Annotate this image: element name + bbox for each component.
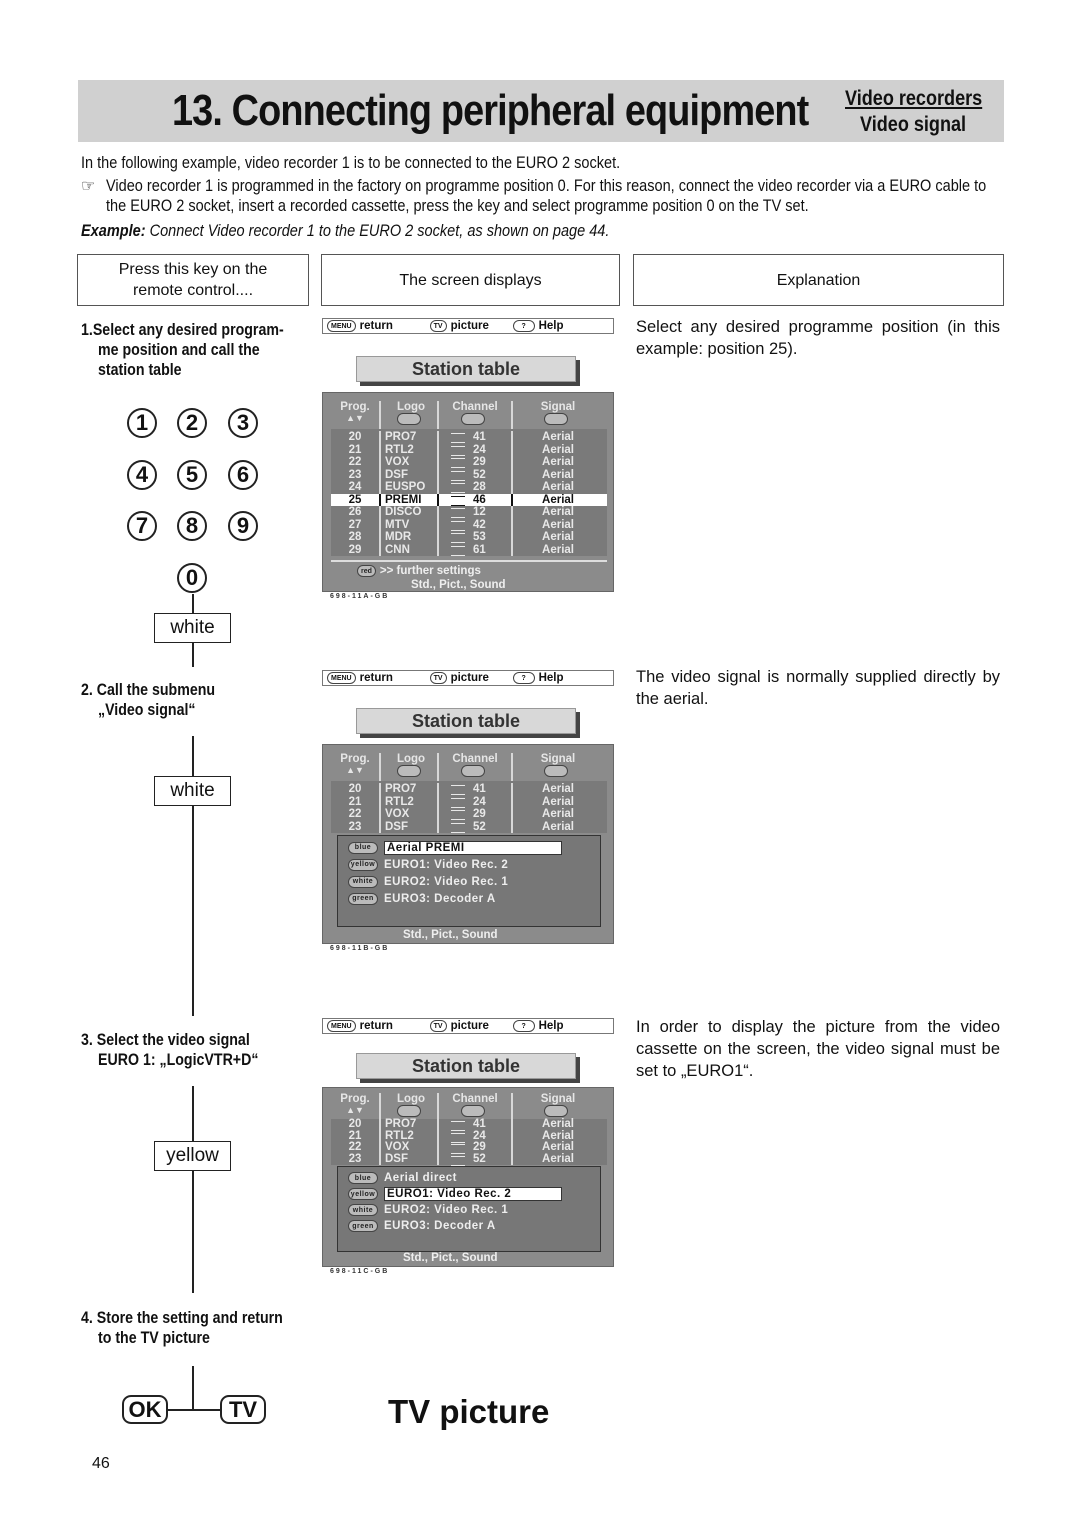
cell-signal: Aerial bbox=[511, 481, 603, 494]
cell-channel-value: 28 bbox=[473, 481, 486, 493]
tv-key-icon: TV bbox=[430, 1020, 447, 1032]
header-logo: Logo bbox=[379, 401, 437, 413]
tv-key-icon: TV bbox=[430, 672, 447, 684]
cell-channel-value: 52 bbox=[473, 1152, 486, 1165]
table-row[interactable] bbox=[331, 544, 607, 557]
option-euro3[interactable] bbox=[338, 1218, 600, 1234]
example-line bbox=[81, 221, 609, 241]
cell-name: DSF bbox=[379, 1154, 437, 1166]
table-body bbox=[331, 1119, 607, 1165]
cell-channel bbox=[437, 544, 511, 557]
picture-label: picture bbox=[450, 320, 489, 332]
std-pict-sound-label: Std., Pict., Sound bbox=[403, 1252, 498, 1264]
table-row[interactable] bbox=[331, 444, 607, 457]
cell-name: DSF bbox=[379, 821, 437, 834]
signal-icon bbox=[511, 765, 603, 781]
connector-line bbox=[192, 594, 194, 613]
cell-name: RTL2 bbox=[379, 796, 437, 809]
header-signal: Signal bbox=[511, 401, 603, 413]
cell-channel bbox=[437, 808, 511, 821]
step-1-line-3: station table bbox=[98, 361, 182, 379]
cell-name: EUSPO bbox=[379, 481, 437, 494]
table-body bbox=[331, 429, 607, 556]
table-row[interactable] bbox=[331, 481, 607, 494]
green-key-icon: green bbox=[348, 1220, 378, 1232]
antenna-icon bbox=[451, 533, 465, 543]
page-title: 13. Connecting peripheral equipment bbox=[172, 86, 809, 135]
cell-signal: Aerial bbox=[511, 506, 603, 519]
cell-channel-value: 29 bbox=[473, 456, 486, 468]
screen-code: 698-11B-GB bbox=[330, 945, 390, 952]
updown-icon: ▲▼ bbox=[346, 413, 364, 423]
screen-code: 698-11A-GB bbox=[330, 593, 390, 600]
cell-channel bbox=[437, 431, 511, 444]
green-key-icon: green bbox=[348, 893, 378, 905]
cell-name: MDR bbox=[379, 531, 437, 544]
station-table-title: Station table bbox=[356, 708, 576, 734]
tv-screen-2 bbox=[322, 670, 614, 952]
antenna-icon bbox=[451, 785, 465, 795]
cell-signal: Aerial bbox=[511, 431, 603, 444]
screen-topbar bbox=[322, 318, 614, 334]
cell-channel-value: 53 bbox=[473, 531, 486, 543]
header-prog: Prog. bbox=[340, 753, 370, 765]
example-label: Example: bbox=[81, 222, 146, 240]
column-header-explanation-label: Explanation bbox=[776, 271, 861, 289]
cell-channel bbox=[437, 456, 511, 469]
step-3-line-2: EURO 1: „LogicVTR+D“ bbox=[98, 1051, 259, 1069]
menu-key-icon: MENU bbox=[327, 1020, 356, 1032]
cell-prog: 27 bbox=[348, 518, 362, 531]
step-2-line-1: 2. Call the submenu bbox=[81, 681, 216, 699]
tv-picture-label: TV picture bbox=[388, 1393, 550, 1430]
header-signal: Signal bbox=[511, 1093, 603, 1105]
signal-icon bbox=[511, 413, 603, 429]
connector-line bbox=[192, 736, 194, 776]
help-label: Help bbox=[538, 672, 564, 684]
table-header-icons bbox=[331, 1105, 607, 1119]
cell-channel-value: 41 bbox=[473, 783, 486, 795]
option-euro2[interactable] bbox=[338, 1202, 600, 1218]
std-pict-sound-label: Std., Pict., Sound bbox=[403, 929, 498, 941]
antenna-icon bbox=[451, 810, 465, 820]
page-number: 46 bbox=[92, 1455, 110, 1472]
key-0[interactable]: 0 bbox=[177, 563, 207, 593]
help-key-icon: ? bbox=[513, 672, 535, 684]
cell-prog: 22 bbox=[348, 1141, 362, 1153]
white-key-icon: white bbox=[348, 1204, 378, 1216]
menu-key-icon: MENU bbox=[327, 672, 356, 684]
cell-name: MTV bbox=[379, 519, 437, 532]
antenna-icon bbox=[451, 521, 465, 531]
option-label: EURO1: Video Rec. 2 bbox=[384, 858, 509, 871]
cell-prog: 20 bbox=[348, 431, 362, 443]
logo-icon bbox=[379, 413, 437, 429]
antenna-icon bbox=[451, 1156, 465, 1166]
updown-icon: ▲▼ bbox=[346, 765, 364, 775]
column-header-key bbox=[77, 254, 309, 306]
table-row[interactable] bbox=[331, 456, 607, 469]
antenna-icon bbox=[451, 471, 465, 481]
cell-prog: 23 bbox=[348, 820, 362, 833]
table-row[interactable] bbox=[331, 1119, 607, 1131]
table-row[interactable] bbox=[331, 469, 607, 482]
explanation-2: The video signal is normally supplied directly by the aerial. bbox=[636, 668, 1000, 708]
cell-channel bbox=[437, 469, 511, 482]
further-settings-label[interactable]: >> further settings bbox=[379, 565, 481, 577]
table-header bbox=[331, 1093, 607, 1105]
option-euro1[interactable] bbox=[338, 856, 600, 873]
cell-channel-value: 52 bbox=[473, 820, 486, 833]
screen-code: 698-11C-GB bbox=[330, 1268, 390, 1275]
cell-prog: 28 bbox=[348, 531, 362, 543]
picture-label: picture bbox=[450, 672, 489, 684]
connector-line bbox=[192, 806, 194, 1016]
antenna-icon bbox=[451, 546, 465, 556]
table-row[interactable] bbox=[331, 506, 607, 519]
example-text: Connect Video recorder 1 to the EURO 2 socket, as shown on page 44. bbox=[145, 222, 610, 240]
channel-icon bbox=[437, 413, 511, 429]
header-prog: Prog. bbox=[340, 401, 370, 413]
ok-key[interactable]: OK bbox=[122, 1395, 168, 1424]
cell-channel-value: 46 bbox=[473, 493, 486, 506]
table-header-icons bbox=[331, 765, 607, 781]
antenna-icon bbox=[451, 1144, 465, 1154]
station-table-title: Station table bbox=[356, 356, 576, 382]
help-key-icon: ? bbox=[513, 320, 535, 332]
option-label: EURO3: Decoder A bbox=[384, 1220, 496, 1232]
video-signal-submenu bbox=[337, 1166, 601, 1252]
antenna-icon bbox=[451, 458, 465, 468]
connector-line bbox=[168, 1409, 220, 1411]
cell-channel bbox=[437, 481, 511, 494]
screen-topbar bbox=[322, 1018, 614, 1034]
table-row[interactable] bbox=[331, 1154, 607, 1166]
explanation-1: Select any desired programme position (in this example: position 25). bbox=[636, 318, 1000, 358]
cell-signal: Aerial bbox=[511, 1131, 603, 1143]
cell-name: RTL2 bbox=[379, 444, 437, 457]
option-label: EURO2: Video Rec. 1 bbox=[384, 875, 509, 888]
tv-screen-1 bbox=[322, 318, 614, 600]
table-row[interactable] bbox=[331, 821, 607, 834]
table-header bbox=[331, 401, 607, 413]
channel-icon bbox=[437, 765, 511, 781]
intro-text: In the following example, video recorder 1 is to be connected to the EURO 2 socket. bbox=[81, 154, 621, 172]
section-subtitle: Video signal bbox=[860, 113, 967, 136]
cell-channel bbox=[437, 1142, 511, 1154]
key-3[interactable]: 3 bbox=[228, 408, 258, 438]
cell-channel bbox=[437, 506, 511, 519]
table-footer bbox=[331, 560, 607, 591]
cell-channel bbox=[437, 821, 511, 834]
step-2-line-2: „Video signal“ bbox=[98, 701, 196, 719]
cell-prog: 26 bbox=[348, 506, 362, 518]
header-prog: Prog. bbox=[340, 1093, 370, 1105]
menu-key-icon: MENU bbox=[327, 320, 356, 332]
antenna-icon bbox=[451, 446, 465, 456]
antenna-icon bbox=[451, 823, 465, 833]
station-table-panel bbox=[322, 1087, 614, 1267]
key-9[interactable]: 9 bbox=[228, 511, 258, 541]
table-row[interactable] bbox=[331, 431, 607, 444]
return-label: return bbox=[359, 1020, 393, 1032]
table-header bbox=[331, 753, 607, 765]
yellow-key-icon: yellow bbox=[348, 859, 378, 871]
return-label: return bbox=[359, 672, 393, 684]
cell-prog: 22 bbox=[348, 808, 362, 820]
section-link[interactable]: Video recorders bbox=[845, 87, 983, 110]
cell-signal: Aerial bbox=[511, 544, 603, 557]
cell-channel-value: 41 bbox=[473, 1118, 486, 1130]
cell-channel bbox=[437, 1154, 511, 1166]
help-key-icon: ? bbox=[513, 1020, 535, 1032]
blue-key-icon: blue bbox=[348, 1172, 378, 1184]
white-key-2[interactable]: white bbox=[154, 776, 231, 806]
key-5[interactable]: 5 bbox=[177, 460, 207, 490]
cell-signal: Aerial bbox=[511, 531, 603, 544]
cell-name: VOX bbox=[379, 1142, 437, 1154]
cell-prog: 21 bbox=[348, 443, 362, 456]
white-key-icon: white bbox=[348, 876, 378, 888]
table-body bbox=[331, 781, 607, 833]
cell-name: RTL2 bbox=[379, 1131, 437, 1143]
station-table-title: Station table bbox=[356, 1053, 576, 1079]
cell-name: VOX bbox=[379, 456, 437, 469]
yellow-key[interactable]: yellow bbox=[154, 1141, 231, 1171]
help-label: Help bbox=[538, 1020, 564, 1032]
key-6[interactable]: 6 bbox=[228, 460, 258, 490]
cell-signal: Aerial bbox=[511, 796, 603, 809]
header-channel: Channel bbox=[437, 1093, 511, 1105]
step-4-line-1: 4. Store the setting and return bbox=[81, 1309, 283, 1327]
cell-signal: Aerial bbox=[511, 444, 603, 457]
connector-line bbox=[192, 1366, 194, 1410]
antenna-icon bbox=[451, 433, 465, 443]
option-euro2[interactable] bbox=[338, 873, 600, 890]
option-euro1[interactable] bbox=[338, 1186, 600, 1202]
note-line-2: the EURO 2 socket, insert a recorded cassette, press the key and select programme position 0 on the TV set. bbox=[106, 197, 809, 215]
cell-channel-value: 52 bbox=[473, 468, 486, 481]
cell-channel bbox=[437, 783, 511, 796]
cell-channel-value: 24 bbox=[473, 443, 486, 456]
cell-prog: 22 bbox=[348, 456, 362, 468]
key-1[interactable]: 1 bbox=[127, 408, 157, 438]
cell-signal: Aerial bbox=[511, 783, 603, 796]
table-row[interactable] bbox=[331, 519, 607, 532]
option-label-selected: Aerial PREMI bbox=[384, 841, 562, 855]
help-label: Help bbox=[538, 320, 564, 332]
cell-signal: Aerial bbox=[511, 1142, 603, 1154]
cell-channel bbox=[437, 531, 511, 544]
cell-channel-value: 24 bbox=[473, 1129, 486, 1142]
cell-name: VOX bbox=[379, 808, 437, 821]
cell-channel-value: 29 bbox=[473, 808, 486, 820]
note-line-1: Video recorder 1 is programmed in the factory on programme position 0. For this reason, connect the video recorder via a EURO cable to bbox=[106, 177, 987, 195]
yellow-key-icon: yellow bbox=[348, 1188, 378, 1200]
header-logo: Logo bbox=[379, 753, 437, 765]
cell-name: DSF bbox=[379, 469, 437, 482]
column-header-screen bbox=[321, 254, 620, 306]
key-4[interactable]: 4 bbox=[127, 460, 157, 490]
option-aerial[interactable] bbox=[338, 1170, 600, 1186]
cell-prog: 21 bbox=[348, 1129, 362, 1142]
red-key-icon: red bbox=[357, 565, 376, 577]
cell-signal: Aerial bbox=[511, 519, 603, 532]
step-4-line-2: to the TV picture bbox=[98, 1329, 210, 1347]
tv-key-icon: TV bbox=[430, 320, 447, 332]
cell-channel-value: 12 bbox=[473, 506, 486, 518]
cell-signal: Aerial bbox=[511, 821, 603, 834]
updown-icon: ▲▼ bbox=[346, 1105, 364, 1115]
table-row[interactable] bbox=[331, 796, 607, 809]
table-row-selected[interactable] bbox=[331, 494, 607, 507]
header-signal: Signal bbox=[511, 753, 603, 765]
antenna-icon bbox=[451, 1121, 465, 1131]
tv-key[interactable]: TV bbox=[220, 1395, 266, 1424]
antenna-icon bbox=[451, 508, 465, 518]
cell-name: PRO7 bbox=[379, 431, 437, 444]
cell-signal: Aerial bbox=[511, 469, 603, 482]
pointing-hand-icon: ☞ bbox=[81, 178, 96, 195]
cell-prog: 21 bbox=[348, 795, 362, 808]
picture-label: picture bbox=[450, 1020, 489, 1032]
cell-prog: 20 bbox=[348, 1118, 362, 1130]
cell-prog: 25 bbox=[348, 493, 362, 506]
cell-name: CNN bbox=[379, 544, 437, 557]
key-8[interactable]: 8 bbox=[177, 511, 207, 541]
cell-name: PRO7 bbox=[379, 1119, 437, 1131]
option-aerial[interactable] bbox=[338, 839, 600, 856]
cell-name: PRO7 bbox=[379, 783, 437, 796]
cell-signal: Aerial bbox=[511, 456, 603, 469]
header-channel: Channel bbox=[437, 753, 511, 765]
antenna-icon bbox=[451, 1133, 465, 1143]
step-1-line-2: me position and call the bbox=[98, 341, 260, 359]
connector-line bbox=[192, 1171, 194, 1293]
return-label: return bbox=[359, 320, 393, 332]
cell-channel bbox=[437, 444, 511, 457]
screen-topbar bbox=[322, 670, 614, 686]
table-row[interactable] bbox=[331, 783, 607, 796]
station-table-panel bbox=[322, 744, 614, 944]
antenna-icon bbox=[451, 496, 465, 506]
antenna-icon bbox=[451, 798, 465, 808]
table-row[interactable] bbox=[331, 531, 607, 544]
cell-prog: 23 bbox=[348, 1152, 362, 1165]
logo-icon bbox=[379, 765, 437, 781]
cell-channel bbox=[437, 519, 511, 532]
cell-channel bbox=[437, 1119, 511, 1131]
antenna-icon bbox=[451, 483, 465, 493]
cell-channel-value: 24 bbox=[473, 795, 486, 808]
std-pict-sound-label: Std., Pict., Sound bbox=[411, 579, 506, 591]
connector-line bbox=[192, 643, 194, 667]
header-logo: Logo bbox=[379, 1093, 437, 1105]
header-channel: Channel bbox=[437, 401, 511, 413]
logo-icon bbox=[379, 1105, 437, 1119]
cell-channel-value: 42 bbox=[473, 518, 486, 531]
option-label: EURO3: Decoder A bbox=[384, 892, 496, 905]
cell-name: PREMI bbox=[379, 494, 437, 507]
white-key-1[interactable]: white bbox=[154, 613, 231, 643]
step-1-line-1: 1.Select any desired program- bbox=[81, 321, 284, 339]
station-table-panel bbox=[322, 392, 614, 592]
cell-signal: Aerial bbox=[511, 808, 603, 821]
video-signal-submenu bbox=[337, 835, 601, 927]
connector-line bbox=[192, 1086, 194, 1141]
cell-name: DISCO bbox=[379, 506, 437, 519]
cell-signal: Aerial bbox=[511, 1119, 603, 1131]
table-row[interactable] bbox=[331, 1142, 607, 1154]
tv-screen-3 bbox=[322, 1018, 614, 1275]
cell-signal: Aerial bbox=[511, 494, 603, 507]
cell-prog: 23 bbox=[348, 468, 362, 481]
blue-key-icon: blue bbox=[348, 842, 378, 854]
option-label: EURO2: Video Rec. 1 bbox=[384, 1204, 509, 1216]
cell-prog: 24 bbox=[348, 481, 362, 493]
cell-prog: 20 bbox=[348, 783, 362, 795]
signal-icon bbox=[511, 1105, 603, 1119]
explanation-3: In order to display the picture from the video cassette on the screen, the video signal must be set to „EURO1“. bbox=[636, 1018, 1000, 1080]
option-label-selected: EURO1: Video Rec. 2 bbox=[384, 1187, 562, 1201]
table-header-icons bbox=[331, 413, 607, 429]
cell-channel-value: 61 bbox=[473, 543, 486, 556]
key-7[interactable]: 7 bbox=[127, 511, 157, 541]
option-euro3[interactable] bbox=[338, 890, 600, 907]
table-row[interactable] bbox=[331, 808, 607, 821]
channel-icon bbox=[437, 1105, 511, 1119]
cell-prog: 29 bbox=[348, 543, 362, 556]
cell-channel-value: 29 bbox=[473, 1141, 486, 1153]
cell-channel bbox=[437, 494, 511, 507]
cell-channel-value: 41 bbox=[473, 431, 486, 443]
cell-channel bbox=[437, 796, 511, 809]
column-header-explanation bbox=[633, 254, 1004, 306]
option-label: Aerial direct bbox=[384, 1172, 457, 1184]
column-header-screen-label: The screen displays bbox=[399, 271, 542, 289]
step-3-line-1: 3. Select the video signal bbox=[81, 1031, 250, 1049]
key-2[interactable]: 2 bbox=[177, 408, 207, 438]
cell-signal: Aerial bbox=[511, 1154, 603, 1166]
column-header-key-label: Press this key on the remote control.... bbox=[118, 261, 268, 299]
